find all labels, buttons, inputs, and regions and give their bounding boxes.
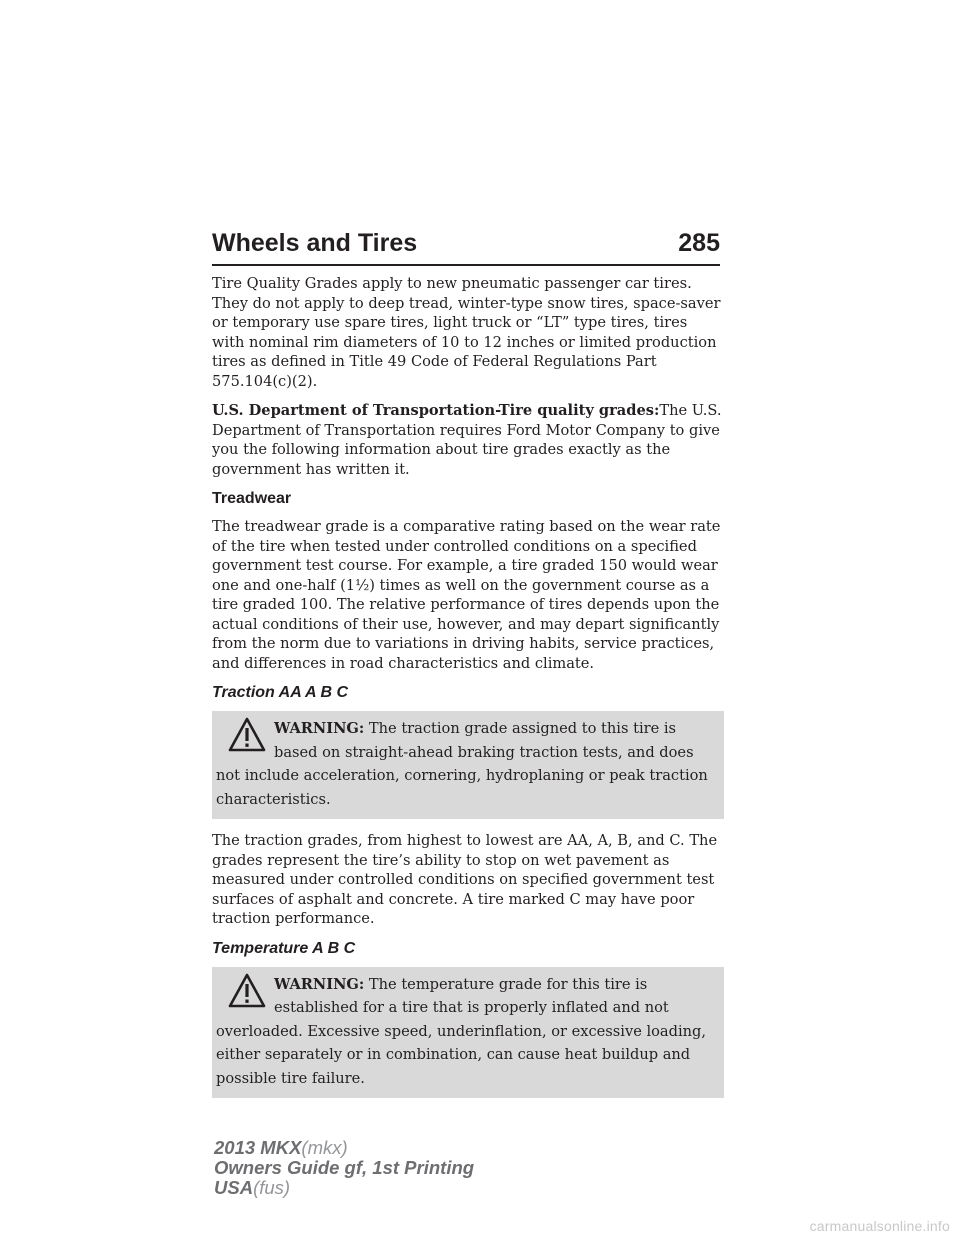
footer-guide: Owners Guide gf, 1st Printing xyxy=(214,1157,475,1178)
treadwear-heading: Treadwear xyxy=(212,490,292,507)
warning-triangle-icon xyxy=(228,717,266,753)
footer-model-code: (mkx) xyxy=(301,1137,348,1158)
footer-line-model xyxy=(214,1138,474,1158)
footer-line-market xyxy=(214,1178,474,1198)
traction-paragraph: The traction grades, from highest to lowest are AA, A, B, and C. The grades represent the tire’s ability to stop on wet pavement as measured under controlled conditions on specified government test surfaces of asphalt and concrete. A tire marked C may have poor traction performance. xyxy=(212,832,718,927)
treadwear-paragraph: The treadwear grade is a comparative rating based on the wear rate of the tire when tested under controlled conditions on a specified government test course. For example, a tire graded 150 would wear one and one-half (1½) times as well on the government course as a tire graded 100. The relative performance of tires depends upon the actual conditions of their use, however, and may depart significantly from the norm due to variations in driving habits, service practices, and differences in road characteristics and climate. xyxy=(212,518,721,672)
dot-lead: U.S. Department of Transportation-Tire quality grades: xyxy=(212,402,660,419)
print-footer xyxy=(214,1138,474,1198)
traction-warning-box xyxy=(212,711,724,819)
page-header xyxy=(212,228,720,266)
footer-market-code: (fus) xyxy=(253,1177,291,1198)
dot-text: The U.S. Department of Transportation requires Ford Motor Company to give you the following information about tire grades exactly as the government has written it. xyxy=(212,402,722,478)
temperature-heading: Temperature A B C xyxy=(212,939,356,957)
footer-market: USA xyxy=(214,1177,254,1198)
page-content xyxy=(212,274,722,1110)
warning-text: The traction grade assigned to this tire is based on straight-ahead braking traction tests, and does not include acceleration, cornering, hydroplaning or peak traction characteristics. xyxy=(216,720,708,808)
temperature-warning-box xyxy=(212,967,724,1099)
section-title: Wheels and Tires xyxy=(212,229,418,257)
page-number: 285 xyxy=(678,229,720,257)
warning-label: WARNING: xyxy=(274,720,365,737)
warning-label: WARNING: xyxy=(274,975,365,993)
intro-paragraph: Tire Quality Grades apply to new pneumatic passenger car tires. They do not apply to deep tread, winter-type snow tires, space-saver or temporary use spare tires, light truck or “LT” type tires, tires with nominal rim diameters of 10 to 12 inches or limited production tires as defined in Title 49 Code of Federal Regulations Part 575.104(c)(2). xyxy=(212,275,721,390)
warning-text: The temperature grade for this tire is established for a tire that is properly inflated and not overloaded. Excessive speed, underinflation, or excessive loading, either separately or in combination, can cause heat buildup and possible tire failure. xyxy=(216,975,707,1087)
dot-paragraph xyxy=(212,401,722,479)
traction-heading: Traction AA A B C xyxy=(212,684,349,701)
warning-triangle-icon xyxy=(228,973,266,1009)
site-watermark: carmanualsonline.info xyxy=(809,1218,950,1234)
footer-model: 2013 MKX xyxy=(214,1137,302,1158)
